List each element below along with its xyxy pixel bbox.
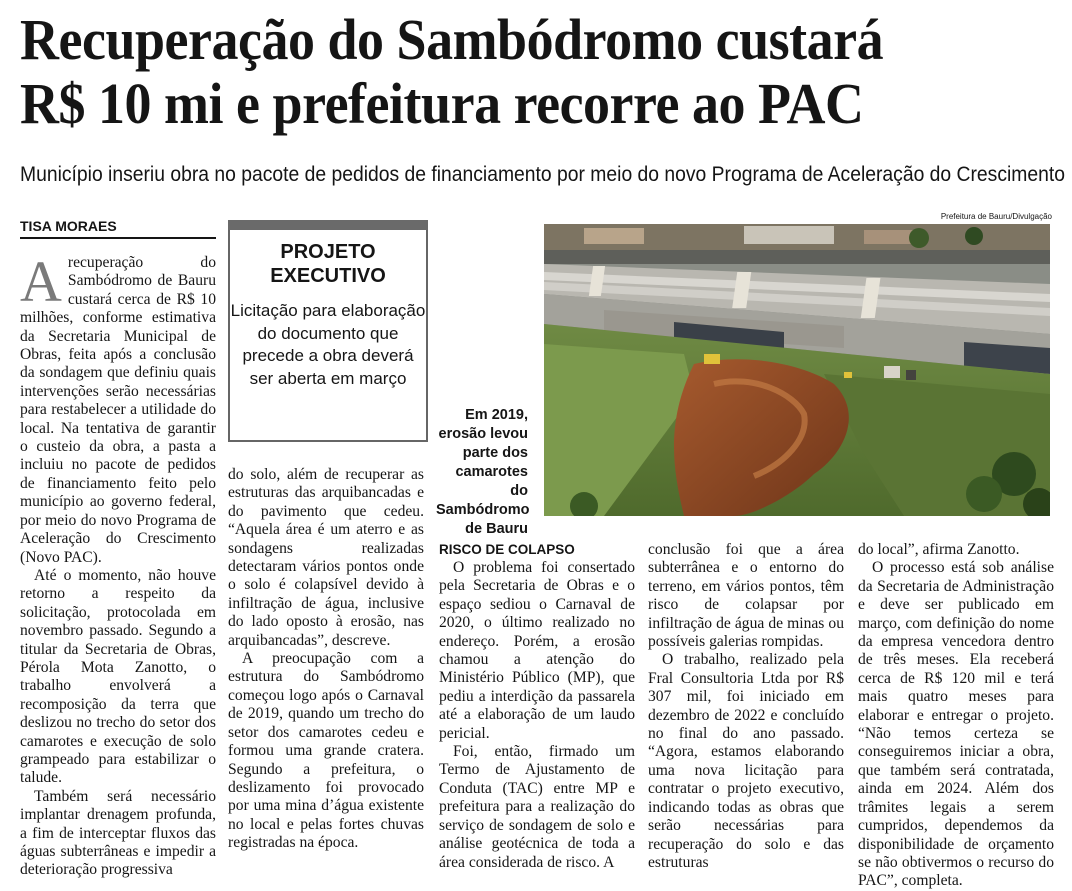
paragraph: Até o momento, não houve retorno a respeito da solicitação, protocolada em novembro passado. Segundo a titular da Secretaria de Obras, Pérola Mota Zanotto, o trabalho envolverá a recomposição da terra que deslizou no trecho do setor dos camarotes e execução de solo grampeado para estabilizar o talude.: [20, 566, 216, 787]
paragraph: Foi, então, firmado um Termo de Ajustamento de Conduta (TAC) entre MP e prefeitura para a realização do serviço de sondagem de solo e análise geotécnica de toda a área considerada de risco. A: [439, 743, 635, 871]
article-column-5: [858, 541, 1054, 891]
byline: TISA MORAES: [20, 217, 216, 239]
sidebar-box-text: Licitação para elaboração do documento que precede a obra deverá ser aberta em março: [230, 301, 426, 388]
paragraph: O processo está sob análise da Secretaria de Administração e deve ser publicado em março, com definição do nome da empresa vencedora dentro de três meses. Ela receberá cerca de R$ 120 mil e terá mais quatro meses para elaborar e entregar o projeto. “Não temos certeza se conseguiremos iniciar a obra, que também será contratada, ainda em 2024. Além dos trâmites legais a serem cumpridos, dependemos da disponibilidade de orçamento se não obtivermos o recurso do PAC”, completa.: [858, 559, 1054, 890]
sidebar-box-top-bar: [228, 220, 428, 230]
paragraph: Também será necessário implantar drenagem profunda, a fim de interceptar fluxos das águas subterrâneas e impedir a deterioração progressiva: [20, 787, 216, 879]
aerial-photo-image: [544, 224, 1050, 516]
paragraph: conclusão foi que a área subterrânea e o entorno do terreno, em vários pontos, têm risco de colapsar por infiltração de água de minas ou possíveis galerias rompidas.: [648, 541, 844, 651]
article-column-3: [439, 541, 635, 872]
paragraph: O problema foi consertado pela Secretaria de Obras e o espaço sediou o Carnaval de 2020, o último realizado no endereço. Porém, a erosão chamou a atenção do Ministério Público (MP), que pediu a interdição da passarela até a elaboração de um laudo pericial.: [439, 559, 635, 742]
drop-cap: A: [20, 249, 62, 314]
article-column-2: [228, 466, 424, 853]
headline: [20, 8, 987, 136]
headline-line-1: Recuperação do Sambódromo custará: [20, 7, 884, 72]
paragraph: recuperação do Sambódromo de Bauru custará cerca de R$ 10 milhões, conforme estimativa da Secretaria Municipal de Obras, feita após a conclusão da sondagem que definiu quais intervenções serão necessárias para restabelecer a utilidade do local. Na tentativa de garantir o custeio da obra, a pasta a incluiu no pacote de pedidos de financiamento feito pelo município ao governo federal, por meio do novo Programa de Aceleração do Crescimento (Novo PAC).: [20, 254, 216, 566]
paragraph: A preocupação com a estrutura do Sambódromo começou logo após o Carnaval de 2019, quando um trecho do setor dos camarotes cedeu e formou uma grande cratera. Segundo a prefeitura, o deslizamento foi provocado por uma mina d’água existente no local e pelas fortes chuvas registradas na época.: [228, 650, 424, 852]
sidebar-box: [228, 222, 428, 442]
sidebar-box-title: PROJETO EXECUTIVO: [270, 241, 386, 287]
photo-caption: Em 2019, erosão levou parte dos camarotes do Sambódromo de Bauru: [436, 407, 530, 537]
subheadline: Município inseriu obra no pacote de pedidos de financiamento por meio do novo Programa de Aceleração do Crescimento: [20, 163, 1065, 186]
paragraph: do local”, afirma Zanotto.: [858, 541, 1020, 558]
headline-line-2: R$ 10 mi e prefeitura recorre ao PAC: [20, 71, 864, 136]
article-column-1: [20, 249, 216, 880]
section-heading: RISCO DE COLAPSO: [439, 542, 575, 557]
aerial-photo: [544, 224, 1050, 516]
paragraph: do solo, além de recuperar as estruturas das arquibancadas e do pavimento que cedeu. “Aquela área é um aterro e as sondagens realizadas detectaram vários pontos onde o solo é colapsível devido à infiltração de água, inclusive do lado oposto à erosão, nas arquibancadas”, descreve.: [228, 466, 424, 649]
article-column-4: [648, 541, 844, 872]
paragraph: O trabalho, realizado pela Fral Consultoria Ltda por R$ 307 mil, foi iniciado em dezembro de 2022 e concluído no final do ano passado. “Agora, estamos elaborando uma nova licitação para contratar o projeto executivo, indicando todas as obras que serão necessárias para recuperação do solo e das estruturas: [648, 651, 844, 871]
photo-credit: Prefeitura de Bauru/Divulgação: [940, 212, 1052, 221]
